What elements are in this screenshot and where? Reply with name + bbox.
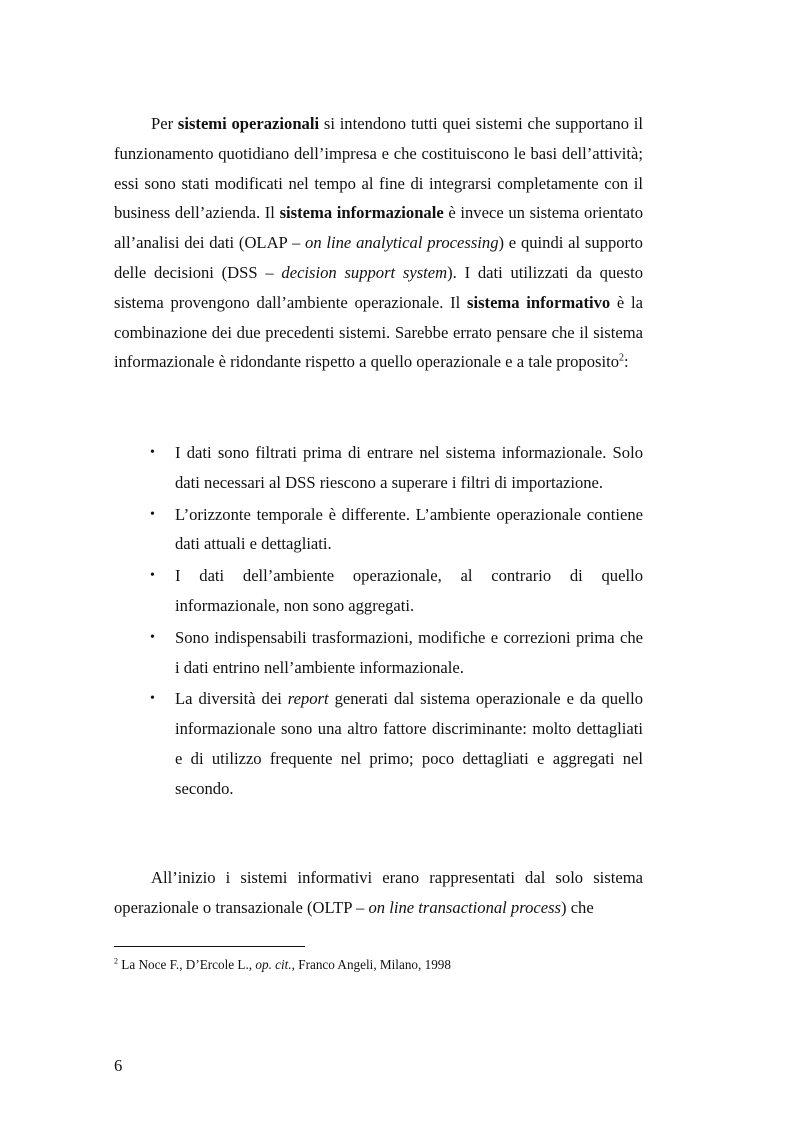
list-item-text: Sono indispensabili trasformazioni, modifiche e correzioni prima che i dati entrino nell’ambiente informazionale. [175, 627, 643, 677]
text-run: ) e quindi al supporto delle decisioni (DSS – [114, 233, 643, 282]
list-item-text: L’orizzonte temporale è differente. L’ambiente operazionale contiene dati attuali e dettagliati. [175, 504, 643, 554]
page-number: 6 [114, 1056, 123, 1075]
text-run: è la combinazione dei due precedenti sistemi. Sarebbe errato pensare che il sistema informazionale è ridondante rispetto a quello operazionale e a tale proposito [114, 292, 643, 372]
text-run: : [624, 352, 629, 372]
footnote-text: La Noce F., D’Ercole L., [118, 957, 256, 972]
bullet-icon: • [150, 629, 155, 645]
text-run: è invece un sistema orientato all’analisi dei dati (OLAP – [114, 203, 643, 253]
term-olap: on line analytical processing [305, 233, 499, 253]
bullet-list [114, 438, 643, 806]
list-item [114, 623, 643, 683]
term-sistema-informativo: sistema informativo [467, 292, 611, 312]
footnote-op-cit: op. cit. [255, 957, 292, 972]
bullet-icon: • [150, 568, 155, 584]
bullet-icon: • [150, 506, 155, 522]
text-run: All’inizio i sistemi informativi erano rappresentati dal solo sistema operazionale o transazionale (OLTP – [114, 868, 643, 917]
footnote-reference: 2 [619, 352, 624, 364]
list-item-text: I dati dell’ambiente operazionale, al contrario di quello informazionale, non sono aggregati. [175, 566, 643, 615]
term-sistemi-operazionali: sistemi operazionali [177, 114, 320, 133]
footnote-number: 2 [114, 956, 118, 966]
term-report: report [287, 689, 329, 709]
list-item [114, 561, 643, 621]
list-item-text: La diversità dei [175, 689, 288, 709]
paragraph-intro [114, 109, 643, 377]
text-run: Per [151, 114, 178, 133]
bullet-icon: • [150, 691, 155, 707]
footnote [114, 956, 643, 973]
list-item [114, 500, 643, 560]
footnote-divider [114, 946, 305, 947]
text-run: si intendono tutti quei sistemi che supportano il funzionamento quotidiano dell’impresa e che costituiscono le basi dell’attività; essi sono stati modificati nel tempo al fine di integrarsi completamente con il business dell’azienda. Il [114, 114, 643, 223]
list-item [114, 684, 643, 803]
list-item-text: I dati sono filtrati prima di entrare nel sistema informazionale. Solo dati necessari al DSS riescono a superare i filtri di importazione. [175, 443, 643, 492]
list-item-text: generati dal sistema operazionale e da quello informazionale sono una altro fattore discriminante: molto dettagliati e di utilizzo frequente nel primo; poco dettagliati e aggregati nel secondo. [175, 689, 643, 798]
footnote-text: , Franco Angeli, Milano, 1998 [291, 957, 451, 972]
list-item [114, 438, 643, 498]
text-run: ). I dati utilizzati da questo sistema provengono dall’ambiente operazionale. Il [114, 262, 643, 312]
term-dss: decision support system [281, 262, 448, 282]
term-oltp: on line transactional process [368, 897, 562, 917]
paragraph-oltp [114, 863, 643, 923]
bullet-icon: • [150, 445, 155, 460]
term-sistema-informazionale: sistema informazionale [279, 203, 444, 223]
text-run: ) che [561, 897, 594, 917]
